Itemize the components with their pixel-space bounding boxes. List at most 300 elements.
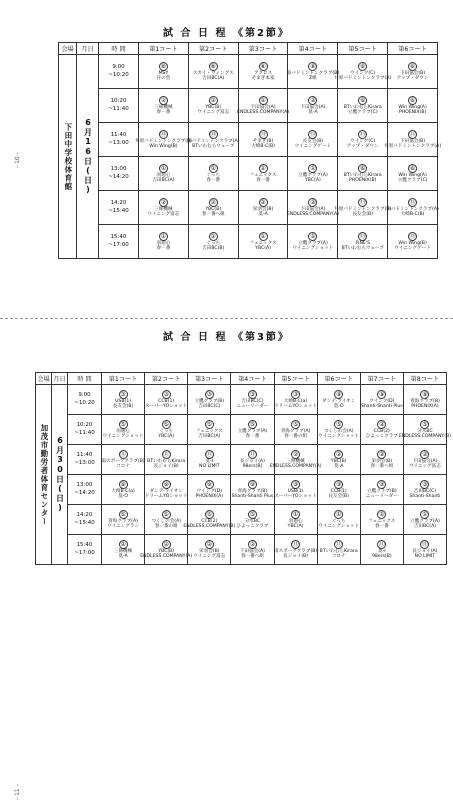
- match: [139, 55, 188, 88]
- team-home: ぐっち: [331, 518, 346, 524]
- match: [231, 445, 273, 474]
- match-cell: [274, 415, 317, 445]
- match-number: ⑪: [421, 540, 428, 548]
- team-away: 吉田BC(A): [202, 75, 225, 81]
- team-away: ひよっこクラブ: [236, 523, 269, 529]
- team-away: ウイニングショット: [318, 433, 360, 439]
- match-cell: [139, 191, 189, 225]
- time-end: ~17:00: [74, 549, 95, 556]
- team-away: ENDLESS.COMPANY(A): [286, 211, 339, 217]
- match-cell: [360, 535, 403, 565]
- team-home: ウイング(D): [369, 398, 395, 404]
- match-number: ①: [210, 232, 216, 240]
- match-number: ⑨: [163, 480, 169, 488]
- team-home: 南バドミントンクラブ(A): [386, 206, 439, 212]
- match: [188, 415, 230, 444]
- time-end: ~14:20: [108, 173, 129, 180]
- match-cell: [403, 505, 446, 535]
- match-cell: [188, 55, 238, 89]
- match: [188, 445, 230, 474]
- match: [384, 123, 442, 156]
- match-cell: [188, 445, 231, 475]
- match-cell: [388, 55, 438, 89]
- match-cell: [102, 415, 145, 445]
- team-away: アップ・ダウン: [346, 143, 379, 149]
- time-cell: [99, 55, 139, 89]
- team-home: 長ジョイ(A): [412, 548, 438, 554]
- team-away: 98ers(B): [371, 553, 392, 559]
- team-away: 春一番: [156, 109, 171, 115]
- team-home: 下田協会(B): [400, 70, 426, 76]
- match: [145, 475, 187, 504]
- team-away: 長友会(B): [328, 493, 349, 499]
- match-cell: [238, 157, 288, 191]
- team-away: 大崎B·C(B): [251, 143, 275, 149]
- match-number: ⑬: [409, 130, 416, 138]
- match-cell: [360, 415, 403, 445]
- match: [231, 475, 273, 504]
- match-cell: [183, 505, 236, 535]
- team-away: PHOENIX(A): [195, 493, 224, 499]
- team-home: スカイ・ウィングス: [192, 70, 234, 76]
- time-cell: [99, 123, 139, 157]
- match-number: ②: [206, 540, 212, 548]
- match: [361, 415, 403, 444]
- match-number: ⑧: [210, 62, 216, 70]
- team-away: 長友会(B): [112, 403, 134, 409]
- match: [102, 385, 144, 414]
- team-home: 青海クラブ(B): [237, 488, 268, 494]
- match: [102, 445, 144, 474]
- match: [404, 445, 446, 474]
- match: [231, 505, 273, 534]
- match: [102, 535, 144, 564]
- match-cell: [188, 89, 238, 123]
- team-home: 立鷹クラブ(A): [410, 518, 440, 524]
- team-away: 吉田BC(A): [413, 523, 437, 529]
- match-cell: [188, 385, 231, 415]
- match-cell: [274, 535, 317, 565]
- match: [404, 475, 446, 504]
- time-end: ~10:20: [108, 71, 129, 78]
- match-cell: [338, 89, 388, 123]
- team-home: 羽迦心: [116, 428, 130, 434]
- match-cell: [102, 385, 145, 415]
- match-cell: [360, 445, 403, 475]
- match: [338, 157, 387, 190]
- match-cell: [274, 475, 317, 505]
- time-slot-row: [36, 475, 447, 505]
- sheet-title: 試 合 日 程 《第3節》: [163, 332, 290, 343]
- match-cell: [134, 123, 192, 157]
- match-number: ⑪: [120, 450, 127, 458]
- team-home: CCB(1): [158, 398, 175, 404]
- match-number: ②: [379, 420, 385, 428]
- column-header: 第5コート: [338, 43, 388, 55]
- column-header: 月日: [77, 43, 99, 55]
- match-cell: [102, 505, 145, 535]
- team-home: 青海クラブ(A): [108, 518, 138, 524]
- time-start: 13:00: [76, 481, 93, 488]
- match: [269, 445, 322, 474]
- time-slot-row: [36, 385, 447, 415]
- team-away: 莫-A: [118, 553, 128, 559]
- match-number: ③: [335, 480, 342, 488]
- time-end: ~11:40: [74, 429, 95, 436]
- team-away: ウイニング富志: [197, 109, 230, 115]
- team-away: 春一番の組: [284, 433, 308, 439]
- match-cell: [188, 535, 231, 565]
- column-header: 月日: [52, 373, 68, 385]
- match-number: ⑪: [378, 540, 385, 548]
- column-header: 時 間: [68, 373, 102, 385]
- team-away: Z組: [309, 75, 317, 81]
- time-start: 14:20: [110, 199, 127, 206]
- time-start: 9:00: [78, 391, 91, 398]
- match: [102, 415, 144, 444]
- team-home: 分水BC: [244, 518, 261, 524]
- match-cell: [102, 475, 145, 505]
- team-away: 立鷹クラブ(C): [397, 177, 428, 183]
- match-number: ⑥: [360, 164, 366, 172]
- team-away: ウイニングゲート: [394, 245, 431, 251]
- match: [318, 505, 360, 534]
- column-header: 時 間: [99, 43, 139, 55]
- venue-name: 加茂市勤労者体育センター: [39, 423, 49, 526]
- time-cell: [68, 535, 102, 565]
- match: [140, 535, 193, 564]
- match-cell: [139, 157, 189, 191]
- column-header: 第6コート: [388, 43, 438, 55]
- match-date: 6月16日(日): [83, 118, 93, 195]
- match-number: ⑨: [335, 390, 342, 398]
- team-home: 南バドミントンクラブ(A): [187, 138, 240, 144]
- match-number: ①: [292, 510, 299, 518]
- date-cell: [77, 55, 99, 259]
- match-cell: [334, 191, 392, 225]
- match-number: ⑤: [422, 420, 428, 428]
- match: [139, 191, 188, 224]
- team-home: BTいわむらKirara: [343, 104, 382, 110]
- match-number: ①: [310, 232, 316, 240]
- match: [239, 123, 288, 156]
- team-away: 98ers(B): [242, 463, 263, 469]
- match-cell: [384, 123, 442, 157]
- match: [139, 225, 188, 258]
- team-home: YBC(B): [205, 206, 222, 212]
- match-number: ⑪: [249, 450, 256, 458]
- match: [338, 225, 387, 258]
- match-number: ⑬: [160, 130, 167, 138]
- team-away: 春一番: [156, 245, 171, 251]
- team-away: Shanti-Shanti: [409, 493, 441, 499]
- match-number: ⑥: [409, 164, 416, 172]
- match-cell: [403, 475, 446, 505]
- team-away: YBC(A): [158, 433, 175, 439]
- team-away: NO LIMIT: [414, 553, 436, 559]
- match-cell: [188, 123, 238, 157]
- team-home: USB(1): [115, 398, 132, 404]
- time-end: ~17:00: [108, 241, 129, 248]
- match: [188, 475, 230, 504]
- team-away: ニューリーダー: [236, 403, 269, 409]
- match-cell: [360, 505, 403, 535]
- team-home: 栄羽会(B): [252, 206, 274, 212]
- match-cell: [388, 89, 438, 123]
- team-away: YBC(A): [304, 177, 321, 183]
- time-cell: [68, 445, 102, 475]
- match-date: 6月30日(日): [55, 436, 65, 513]
- team-away: Shanti-Shanti Plus: [231, 493, 274, 499]
- match-cell: [317, 385, 360, 415]
- column-header: 第7コート: [360, 373, 403, 385]
- match-number: ②: [210, 96, 216, 104]
- team-away: 春一番: [374, 523, 389, 529]
- match-number: ②: [249, 540, 256, 548]
- match-cell: [388, 225, 438, 259]
- team-home: フェニックス: [368, 518, 396, 524]
- match-number: ⑬: [210, 130, 217, 138]
- match-cell: [388, 191, 438, 225]
- time-end: ~14:20: [74, 489, 95, 496]
- match-number: ②: [422, 450, 428, 458]
- match: [288, 157, 337, 190]
- team-home: 立鷹クラブ(B): [366, 488, 397, 494]
- match: [404, 385, 446, 414]
- team-home: つくしの会(A): [151, 518, 182, 524]
- team-away: Win Wing(B): [149, 143, 178, 149]
- team-home: フェニックス: [195, 428, 223, 434]
- team-home: ウイング(C): [350, 138, 376, 144]
- team-home: ダンデ·ライオン: [149, 488, 183, 494]
- match: [275, 505, 317, 534]
- team-home: Win Wing(A): [398, 104, 427, 110]
- team-home: 大崎B·C(a): [111, 488, 135, 494]
- team-away: 立鷹クラブ(C): [347, 109, 378, 115]
- match: [288, 191, 337, 224]
- match-number: ②: [310, 96, 316, 104]
- match-number: ⑨: [120, 480, 126, 488]
- match: [189, 157, 238, 190]
- team-home: 井原バドミントンクラブ(B): [334, 206, 392, 212]
- match-number: ①: [260, 164, 266, 172]
- match-cell: [145, 415, 188, 445]
- time-slot-row: [59, 225, 438, 259]
- team-home: 下田協会(A): [412, 458, 438, 464]
- match: [189, 191, 238, 224]
- schedule-table: [35, 372, 451, 565]
- match-number: ⑥: [409, 62, 416, 70]
- team-away: ENDLESS.COMPANY(A): [140, 553, 193, 559]
- match-cell: [338, 123, 388, 157]
- time-start: 15:40: [110, 233, 127, 240]
- team-away: 春一番: [245, 433, 260, 439]
- team-away: 大崎B·C(B): [400, 211, 425, 217]
- match-number: ①: [335, 510, 342, 518]
- time-start: 10:20: [76, 421, 93, 428]
- match-cell: [145, 505, 188, 535]
- team-away: 吉田BC(C): [198, 403, 221, 409]
- team-home: 下田協会(A): [250, 104, 276, 110]
- team-home: 南スポーツクラブ(B): [273, 548, 318, 554]
- match: [361, 505, 403, 534]
- team-home: 吉田BC(C): [241, 398, 264, 404]
- match-cell: [360, 385, 403, 415]
- match: [189, 225, 238, 258]
- match: [388, 55, 437, 88]
- match-number: ⑪: [292, 540, 299, 548]
- team-home: 三條機械: [113, 548, 133, 554]
- match: [145, 415, 187, 444]
- match-cell: [317, 475, 360, 505]
- team-home: 下田協会(A): [300, 104, 326, 110]
- match-number: ⑤: [292, 420, 299, 428]
- match-cell: [238, 89, 288, 123]
- team-home: BTいわむらKirara: [319, 548, 358, 554]
- team-home: 南スポーツクラブ(B): [101, 458, 145, 464]
- time-slot-row: [36, 505, 447, 535]
- team-home: CCB(2): [373, 428, 390, 434]
- team-home: 羽迦心: [156, 172, 171, 178]
- team-home: CCB(1): [330, 488, 347, 494]
- match-cell: [269, 445, 322, 475]
- schedule-sheet-round-2: [0, 0, 453, 319]
- time-slot-row: [59, 123, 438, 157]
- team-home: 大崎B·C(a): [283, 398, 308, 404]
- match: [231, 385, 273, 414]
- match-cell: [139, 89, 189, 123]
- match-cell: [145, 475, 188, 505]
- match: [334, 55, 392, 88]
- time-end: ~13:00: [108, 139, 129, 146]
- match-number: ①: [160, 232, 167, 240]
- match: [239, 89, 288, 122]
- team-home: フェニックス: [249, 240, 277, 246]
- match-number: ⑬: [409, 198, 416, 206]
- team-home: 井原バドミントンクラブ(B): [134, 138, 192, 144]
- match-cell: [288, 89, 338, 123]
- match-number: ⑬: [359, 232, 366, 240]
- match: [318, 475, 360, 504]
- match: [275, 385, 317, 414]
- time-slot-row: [59, 191, 438, 225]
- team-home: 下田協会(A): [239, 548, 265, 554]
- match-cell: [317, 535, 360, 565]
- match-number: ⑤: [163, 510, 169, 518]
- team-home: USB(1): [287, 488, 304, 494]
- team-away: 井原バドミントンクラブ(A): [334, 75, 392, 81]
- page-number: - 11 -: [14, 784, 21, 800]
- team-home: ダンデ·ライオン: [321, 398, 356, 404]
- team-home: 吉田BC(C): [413, 488, 437, 494]
- team-away: ENDLESS.COMPANY(B): [398, 433, 451, 439]
- match-number: ⑤: [206, 510, 212, 518]
- team-home: 三條機械: [154, 104, 173, 110]
- match-number: ②: [260, 198, 266, 206]
- team-away: YBC(A): [287, 523, 304, 529]
- time-start: 11:40: [76, 451, 93, 458]
- team-home: YBC(B): [330, 458, 347, 464]
- match-number: ①: [310, 164, 316, 172]
- match-number: ①: [160, 164, 167, 172]
- match: [231, 535, 273, 564]
- match-cell: [398, 415, 451, 445]
- time-end: ~15:40: [108, 207, 129, 214]
- match: [334, 191, 392, 224]
- time-start: 13:00: [110, 165, 127, 172]
- time-slot-row: [59, 89, 438, 123]
- match: [239, 225, 288, 258]
- match: [134, 123, 192, 156]
- match: [388, 191, 437, 224]
- match-number: ⑨: [379, 390, 385, 398]
- column-header: 第2コート: [188, 43, 238, 55]
- team-away: ウイニングショット: [318, 523, 360, 529]
- match-cell: [102, 535, 145, 565]
- time-slot-row: [36, 445, 447, 475]
- team-away: 春一番の組: [154, 523, 178, 529]
- time-slot-row: [36, 535, 447, 565]
- match-number: ②: [260, 96, 266, 104]
- team-home: ウイング(C): [350, 70, 376, 76]
- match-cell: [360, 475, 403, 505]
- team-away: ニューリーダー: [365, 493, 398, 499]
- match-number: ③: [249, 390, 256, 398]
- match-cell: [188, 475, 231, 505]
- match-number: ⑬: [409, 232, 416, 240]
- match-number: ⑨: [249, 480, 256, 488]
- match-cell: [231, 385, 274, 415]
- match: [231, 415, 273, 444]
- match: [318, 415, 360, 444]
- match: [139, 157, 188, 190]
- match-cell: [188, 191, 238, 225]
- match: [338, 89, 387, 122]
- team-home: MSY: [158, 70, 169, 76]
- time-slot-row: [59, 55, 438, 89]
- team-away: ひよっこクラブ: [365, 433, 398, 439]
- team-home: 下田協会(A): [300, 206, 326, 212]
- match: [102, 475, 144, 504]
- match: [139, 89, 188, 122]
- column-header: 第4コート: [231, 373, 274, 385]
- match-number: ②: [379, 450, 385, 458]
- team-away: ウイニングショット: [102, 433, 144, 439]
- match: [361, 475, 403, 504]
- match-cell: [231, 505, 274, 535]
- team-home: 羽迦心: [156, 240, 171, 246]
- match: [189, 89, 238, 122]
- page-number: - 10 -: [14, 152, 21, 168]
- team-home: ぐっち: [159, 428, 174, 434]
- team-away: 春一番へ組: [370, 463, 394, 469]
- match-cell: [403, 445, 446, 475]
- match-cell: [188, 415, 231, 445]
- match-cell: [288, 55, 338, 89]
- date-cell: [52, 385, 68, 565]
- team-home: 栄羽会(B): [199, 548, 220, 554]
- match-number: ③: [422, 480, 428, 488]
- team-home: FINE'S: [355, 240, 370, 246]
- match-cell: [238, 225, 288, 259]
- match-cell: [188, 225, 238, 259]
- match-number: ⑨: [422, 390, 428, 398]
- team-home: そまぎ(B): [252, 138, 274, 144]
- match-number: ③: [163, 390, 169, 398]
- match-number: ①: [210, 164, 216, 172]
- match-cell: [238, 55, 288, 89]
- team-away: ENDLESS.COMPANY(B): [183, 523, 236, 529]
